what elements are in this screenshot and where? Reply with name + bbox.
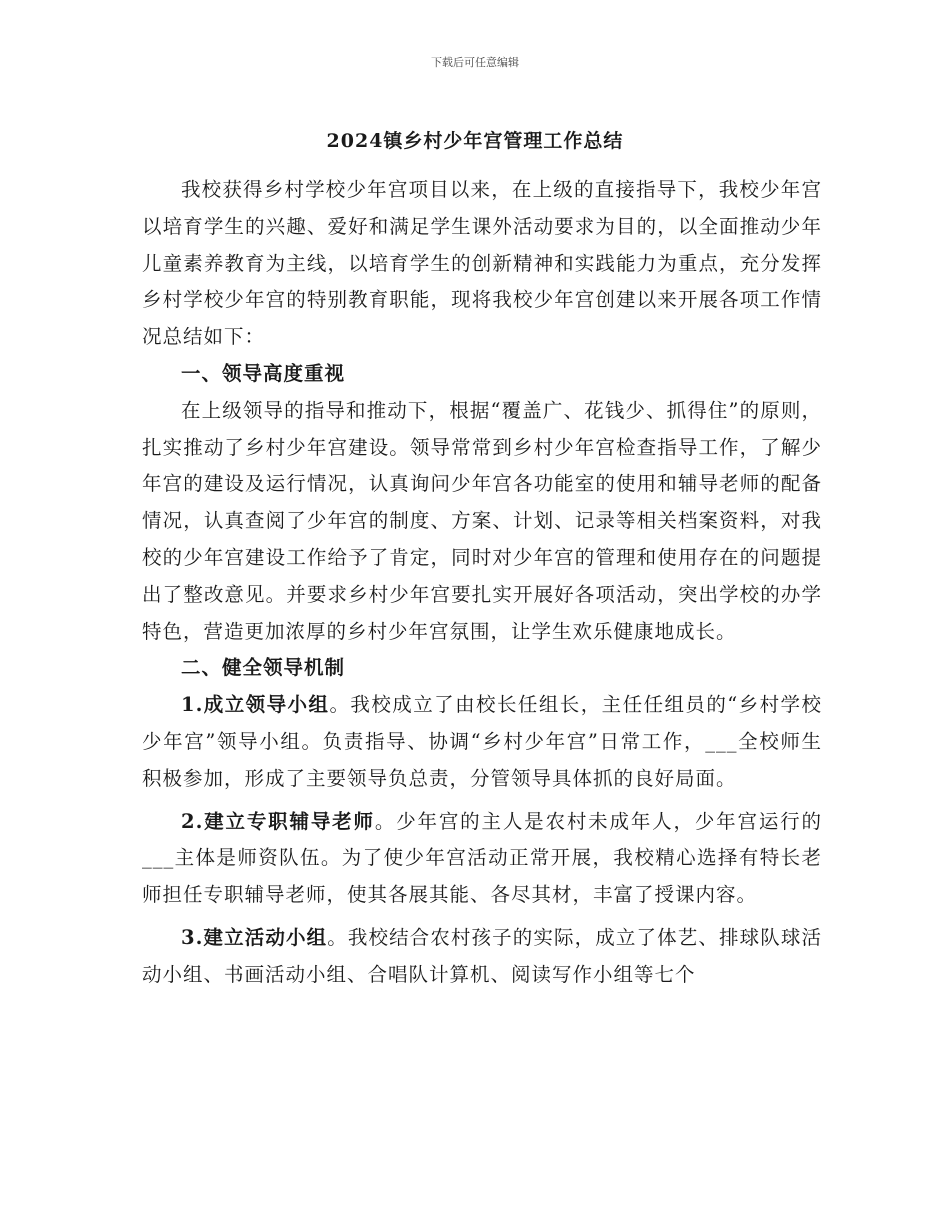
section-paragraph-leadership: 在上级领导的指导和推动下，根据“覆盖广、花钱少、抓得住”的原则，扎实推动了乡村少年宫建设。领导常常到乡村少年宫检查指导工作，了解少年宫的建设及运行情况，认真询问少年宫各功能室的使用和辅导老师的配备情况，认真查阅了少年宫的制度、方案、计划、记录等相关档案资料，对我校的少年宫建设工作给予了肯定，同时对少年宫的管理和使用存在的问题提出了整改意见。并要求乡村少年宫要扎实开展好各项活动，突出学校的办学特色，营造更加浓厚的乡村少年宫氛围，让学生欢乐健康地成长。 [142,398,822,643]
document-title: 2024镇乡村少年宫管理工作总结 [326,130,624,152]
list-item-activity-groups [142,920,822,994]
intro-paragraph: 我校获得乡村学校少年宫项目以来，在上级的直接指导下，我校少年宫以培育学生的兴趣、爱好和满足学生课外活动要求为目的，以全面推动少年儿童素养教育为主线，以培育学生的创新精神和实践能力为重点，充分发挥乡村学校少年宫的特别教育职能，现将我校少年宫创建以来开展各项工作情况总结如下： [142,178,822,349]
item-body-text: 。我校结合农村孩子的实际，成立了体艺、排球队球活动小组、书画活动小组、合唱队计算机、阅读写作小组等七个 [142,925,822,986]
document-body [142,172,822,994]
item-body-text: 。少年宫的主人是农村未成年人，少年宫运行的___主体是师资队伍。为了使少年宫活动正常开展，我校精心选择有特长老师担任专职辅导老师，使其各展其能、各尽其材，丰富了授课内容。 [142,809,822,907]
section-heading-mechanism: 二、健全领导机制 [181,656,346,680]
item-lead-text: 3.建立活动小组 [181,925,328,949]
list-item-leading-group [142,687,822,797]
list-item-tutors [142,804,822,914]
item-lead-text: 2.建立专职辅导老师 [181,809,375,833]
item-body-text: 。我校成立了由校长任组长，主任任组员的“乡村学校少年宫”领导小组。负责指导、协调“乡村少年宫”日常工作，___全校师生积极参加，形成了主要领导负总责，分管领导具体抓的良好局面。 [142,693,822,790]
item-lead-text: 1.成立领导小组 [181,693,330,717]
section-heading-leadership: 一、领导高度重视 [181,361,346,385]
page-header-note: 下载后可任意编辑 [431,56,519,69]
